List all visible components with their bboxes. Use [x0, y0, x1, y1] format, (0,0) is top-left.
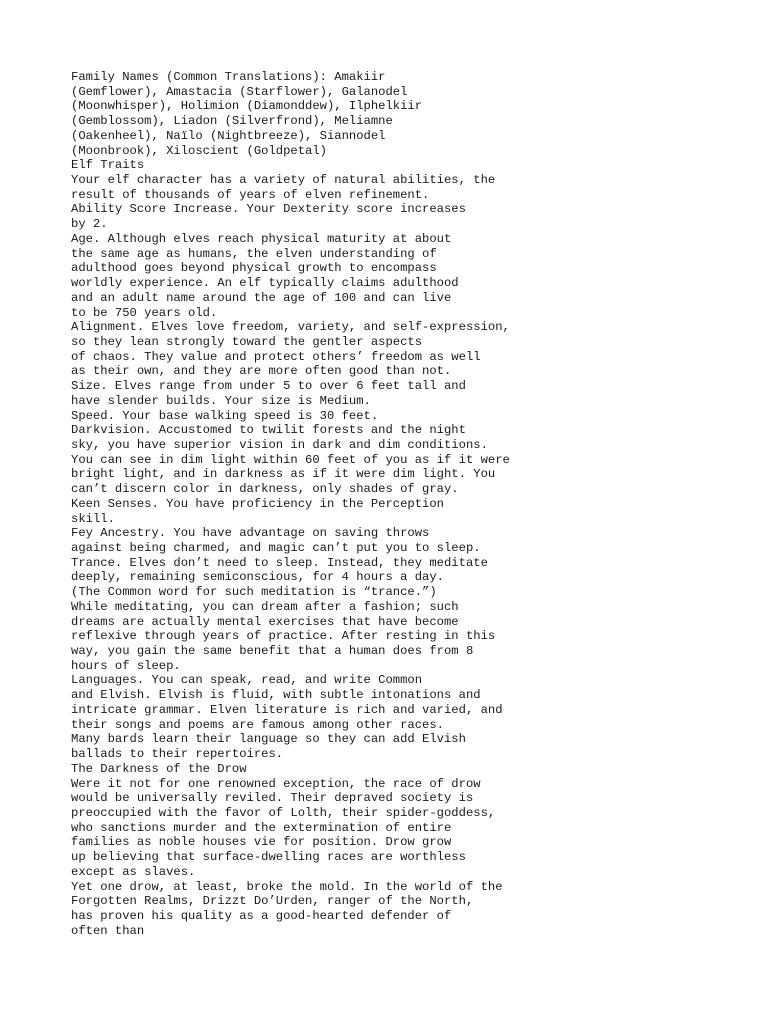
text-line: so they lean strongly toward the gentler aspects	[71, 334, 423, 349]
text-line: The Darkness of the Drow	[71, 761, 247, 776]
document-page	[71, 70, 751, 938]
text-line: have slender builds. Your size is Medium.	[71, 393, 371, 408]
text-line: hours of sleep.	[71, 658, 181, 673]
text-line: You can see in dim light within 60 feet of you as if it were	[71, 452, 510, 467]
text-line: Keen Senses. You have proficiency in the Perception	[71, 496, 444, 511]
text-line: While meditating, you can dream after a fashion; such	[71, 599, 459, 614]
text-line: Elf Traits	[71, 158, 145, 173]
text-line: their songs and poems are famous among other races.	[71, 717, 444, 732]
text-line: Were it not for one renowned exception, the race of drow	[71, 776, 481, 791]
text-line: (Moonbrook), Xiloscient (Goldpetal)	[71, 143, 327, 158]
text-line: Age. Although elves reach physical maturity at about	[71, 231, 452, 246]
text-line: adulthood goes beyond physical growth to encompass	[71, 261, 437, 276]
text-line: Alignment. Elves love freedom, variety, and self-expression,	[71, 320, 510, 335]
text-line: Forgotten Realms, Drizzt Do’Urden, ranger of the North,	[71, 894, 474, 909]
text-line: Your elf character has a variety of natural abilities, the	[71, 173, 496, 188]
text-line: except as slaves.	[71, 864, 196, 879]
text-line: Family Names (Common Translations): Amakiir	[71, 70, 386, 84]
text-line: Speed. Your base walking speed is 30 feet.	[71, 408, 379, 423]
text-line: (Moonwhisper), Holimion (Diamonddew), Ilphelkiir	[71, 99, 423, 114]
text-line: deeply, remaining semiconscious, for 4 hours a day.	[71, 570, 444, 585]
text-line: sky, you have superior vision in dark and dim conditions.	[71, 437, 488, 452]
text-line: families as noble houses vie for position. Drow grow	[71, 835, 452, 850]
text-line: (Gemblossom), Liadon (Silverfrond), Meliamne	[71, 114, 393, 129]
text-line: has proven his quality as a good-hearted defender of	[71, 908, 452, 923]
text-line: reflexive through years of practice. After resting in this	[71, 629, 496, 644]
text-line: worldly experience. An elf typically claims adulthood	[71, 276, 459, 291]
text-line: (The Common word for such meditation is “trance.”)	[71, 585, 437, 600]
text-line: and Elvish. Elvish is fluid, with subtle intonations and	[71, 688, 481, 703]
text-line: Trance. Elves don’t need to sleep. Instead, they meditate	[71, 555, 488, 570]
text-line: skill.	[71, 511, 115, 526]
text-line: the same age as humans, the elven understanding of	[71, 246, 437, 261]
text-line: preoccupied with the favor of Lolth, their spider-goddess,	[71, 805, 496, 820]
text-line: Fey Ancestry. You have advantage on saving throws	[71, 526, 430, 541]
text-line: up believing that surface-dwelling races are worthless	[71, 850, 466, 865]
text-line: way, you gain the same benefit that a human does from 8	[71, 644, 474, 659]
text-line: intricate grammar. Elven literature is rich and varied, and	[71, 702, 503, 717]
text-line: as their own, and they are more often good than not.	[71, 364, 452, 379]
text-line: (Gemflower), Amastacia (Starflower), Galanodel	[71, 84, 408, 99]
text-line: Languages. You can speak, read, and write Common	[71, 673, 423, 688]
text-line: result of thousands of years of elven refinement.	[71, 187, 430, 202]
text-line: Size. Elves range from under 5 to over 6 feet tall and	[71, 379, 466, 394]
text-line: often than	[71, 923, 145, 938]
text-line: Many bards learn their language so they can add Elvish	[71, 732, 466, 747]
text-line: who sanctions murder and the extermination of entire	[71, 820, 452, 835]
text-line: would be universally reviled. Their depraved society is	[71, 791, 474, 806]
text-line: can’t discern color in darkness, only shades of gray.	[71, 482, 459, 497]
text-line: to be 750 years old.	[71, 305, 218, 320]
text-line: dreams are actually mental exercises that have become	[71, 614, 459, 629]
text-line: of chaos. They value and protect others’ freedom as well	[71, 349, 481, 364]
text-line: by 2.	[71, 217, 108, 232]
text-line: and an adult name around the age of 100 and can live	[71, 290, 452, 305]
text-line: Ability Score Increase. Your Dexterity score increases	[71, 202, 466, 217]
text-line: ballads to their repertoires.	[71, 747, 284, 762]
text-line: bright light, and in darkness as if it were dim light. You	[71, 467, 496, 482]
text-line: (Oakenheel), Naïlo (Nightbreeze), Siannodel	[71, 128, 386, 143]
text-line: Yet one drow, at least, broke the mold. In the world of the	[71, 879, 503, 894]
text-line: Darkvision. Accustomed to twilit forests and the night	[71, 423, 466, 438]
text-line: against being charmed, and magic can’t put you to sleep.	[71, 541, 481, 555]
